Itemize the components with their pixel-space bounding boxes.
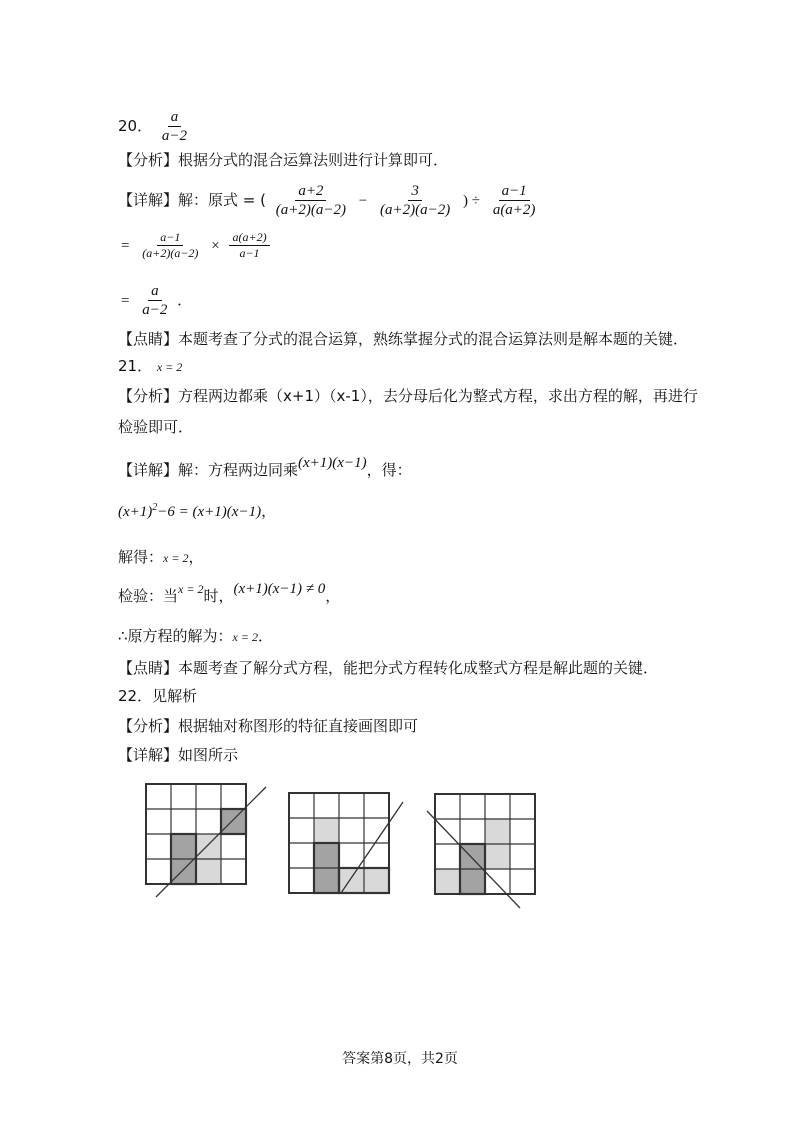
operator: − — [358, 193, 368, 209]
operator: = — [121, 238, 130, 254]
shaded-cell — [435, 869, 460, 894]
comment-text: 本题考查了分式的混合运算，熟练掌握分式的混合运算法则是解本题的关键． — [178, 330, 689, 348]
q20-detail-step3 — [118, 282, 192, 319]
fraction — [229, 230, 269, 261]
analysis-tag: 【分析】 — [118, 151, 179, 169]
detail-text: 如图所示 — [178, 746, 239, 764]
punctuation: ． — [257, 627, 273, 645]
analysis-text: 检验即可． — [118, 418, 194, 436]
fraction — [490, 182, 539, 219]
fraction-numerator: a — [168, 108, 182, 127]
answer-value: x = 2 — [156, 360, 183, 374]
conclusion-label: ∴原方程的解为： — [118, 627, 233, 645]
fraction-denominator: a−1 — [239, 246, 260, 260]
punctuation: ． — [177, 291, 193, 309]
shaded-cells — [171, 809, 246, 884]
q21-comment — [118, 658, 658, 678]
math-expression: (x+1) — [118, 504, 153, 520]
fraction — [377, 182, 453, 219]
detail-intro: 解：原式 = ( — [178, 191, 266, 209]
q20-detail-step1 — [118, 182, 540, 219]
fraction-denominator: a−2 — [142, 302, 168, 318]
symmetry-figure-3 — [425, 788, 540, 910]
analysis-tag: 【分析】 — [118, 717, 179, 735]
fraction — [139, 282, 170, 319]
q21-solve — [118, 547, 203, 568]
fraction-denominator: a(a+2) — [492, 202, 536, 218]
shaded-cell — [221, 809, 246, 834]
fraction-numerator: a(a+2) — [229, 230, 269, 246]
fraction-denominator: (a+2)(a−2) — [142, 246, 199, 260]
solve-label: 解得： — [118, 548, 164, 566]
fraction — [139, 230, 201, 261]
exponent: 2 — [152, 502, 158, 513]
math-expression: (x+1)(x−1) ≠ 0 — [233, 581, 326, 597]
detail-tag: 【详解】 — [118, 746, 179, 764]
q22-detail — [118, 745, 238, 765]
q22-header — [118, 686, 197, 706]
question-number: 22． — [118, 687, 153, 705]
fraction-numerator: a−1 — [499, 182, 530, 201]
detail-tag: 【详解】 — [118, 191, 179, 209]
operator: × — [211, 238, 220, 254]
punctuation: ， — [261, 502, 277, 520]
analysis-text: 方程两边都乘（x+1）（x-1），去分母后化为整式方程，求出方程的解，再进行 — [178, 387, 698, 405]
operator: ) ÷ — [463, 193, 481, 209]
analysis-tag: 【分析】 — [118, 387, 179, 405]
shaded-cell — [314, 818, 339, 843]
q21-equation — [118, 498, 276, 522]
fraction-denominator: a−2 — [161, 128, 187, 144]
fraction-denominator: (a+2)(a−2) — [275, 202, 346, 218]
symmetry-figure-1 — [140, 777, 270, 902]
shaded-cell — [485, 844, 510, 869]
answer-fraction — [159, 108, 190, 145]
q21-analysis — [118, 386, 698, 406]
punctuation: ， — [325, 587, 341, 605]
comment-tag: 【点睛】 — [118, 330, 179, 348]
grid-lines — [146, 784, 246, 884]
q21-analysis-cont — [118, 417, 193, 437]
fraction-numerator: a — [148, 282, 162, 301]
q20-detail-step2 — [118, 230, 272, 261]
check-text: 时， — [203, 587, 234, 605]
question-number: 20． — [118, 117, 153, 135]
comment-text: 本题考查了解分式方程，能把分式方程转化成整式方程是解此题的关键． — [178, 659, 659, 677]
detail-tag: 【详解】 — [118, 461, 179, 479]
q21-check — [118, 581, 341, 607]
symmetry-figure-2 — [283, 790, 408, 900]
q22-analysis — [118, 716, 418, 736]
math-expression: x = 2 — [163, 551, 189, 565]
page-footer: 答案第8页，共2页 — [342, 1051, 458, 1067]
shaded-cell — [485, 819, 510, 844]
math-expression: (x+1)(x−1) — [298, 455, 367, 471]
q20-comment — [118, 329, 688, 349]
answer-text: 见解析 — [152, 687, 198, 705]
q20-header — [118, 108, 192, 145]
q21-detail — [118, 455, 412, 481]
q21-header — [118, 356, 182, 377]
fraction — [273, 182, 349, 219]
fraction-numerator: 3 — [408, 182, 422, 201]
math-expression: x = 2 — [178, 582, 204, 596]
comment-tag: 【点睛】 — [118, 659, 179, 677]
detail-intro: 解：方程两边同乘 — [178, 461, 299, 479]
math-expression: −6 = (x+1)(x−1) — [157, 504, 262, 520]
shaded-cells — [314, 818, 389, 893]
fraction-numerator: a−1 — [157, 230, 183, 246]
analysis-text: 根据分式的混合运算法则进行计算即可． — [178, 151, 449, 169]
operator: = — [121, 293, 130, 309]
question-number: 21． — [118, 357, 153, 375]
q21-conclusion — [118, 626, 273, 647]
fraction-denominator: (a+2)(a−2) — [380, 202, 451, 218]
math-expression: x = 2 — [232, 630, 258, 644]
detail-text: ，得： — [366, 461, 412, 479]
punctuation: ， — [188, 548, 204, 566]
fraction-numerator: a+2 — [295, 182, 326, 201]
q20-analysis — [118, 150, 448, 170]
check-label: 检验：当 — [118, 587, 179, 605]
analysis-text: 根据轴对称图形的特征直接画图即可 — [178, 717, 419, 735]
